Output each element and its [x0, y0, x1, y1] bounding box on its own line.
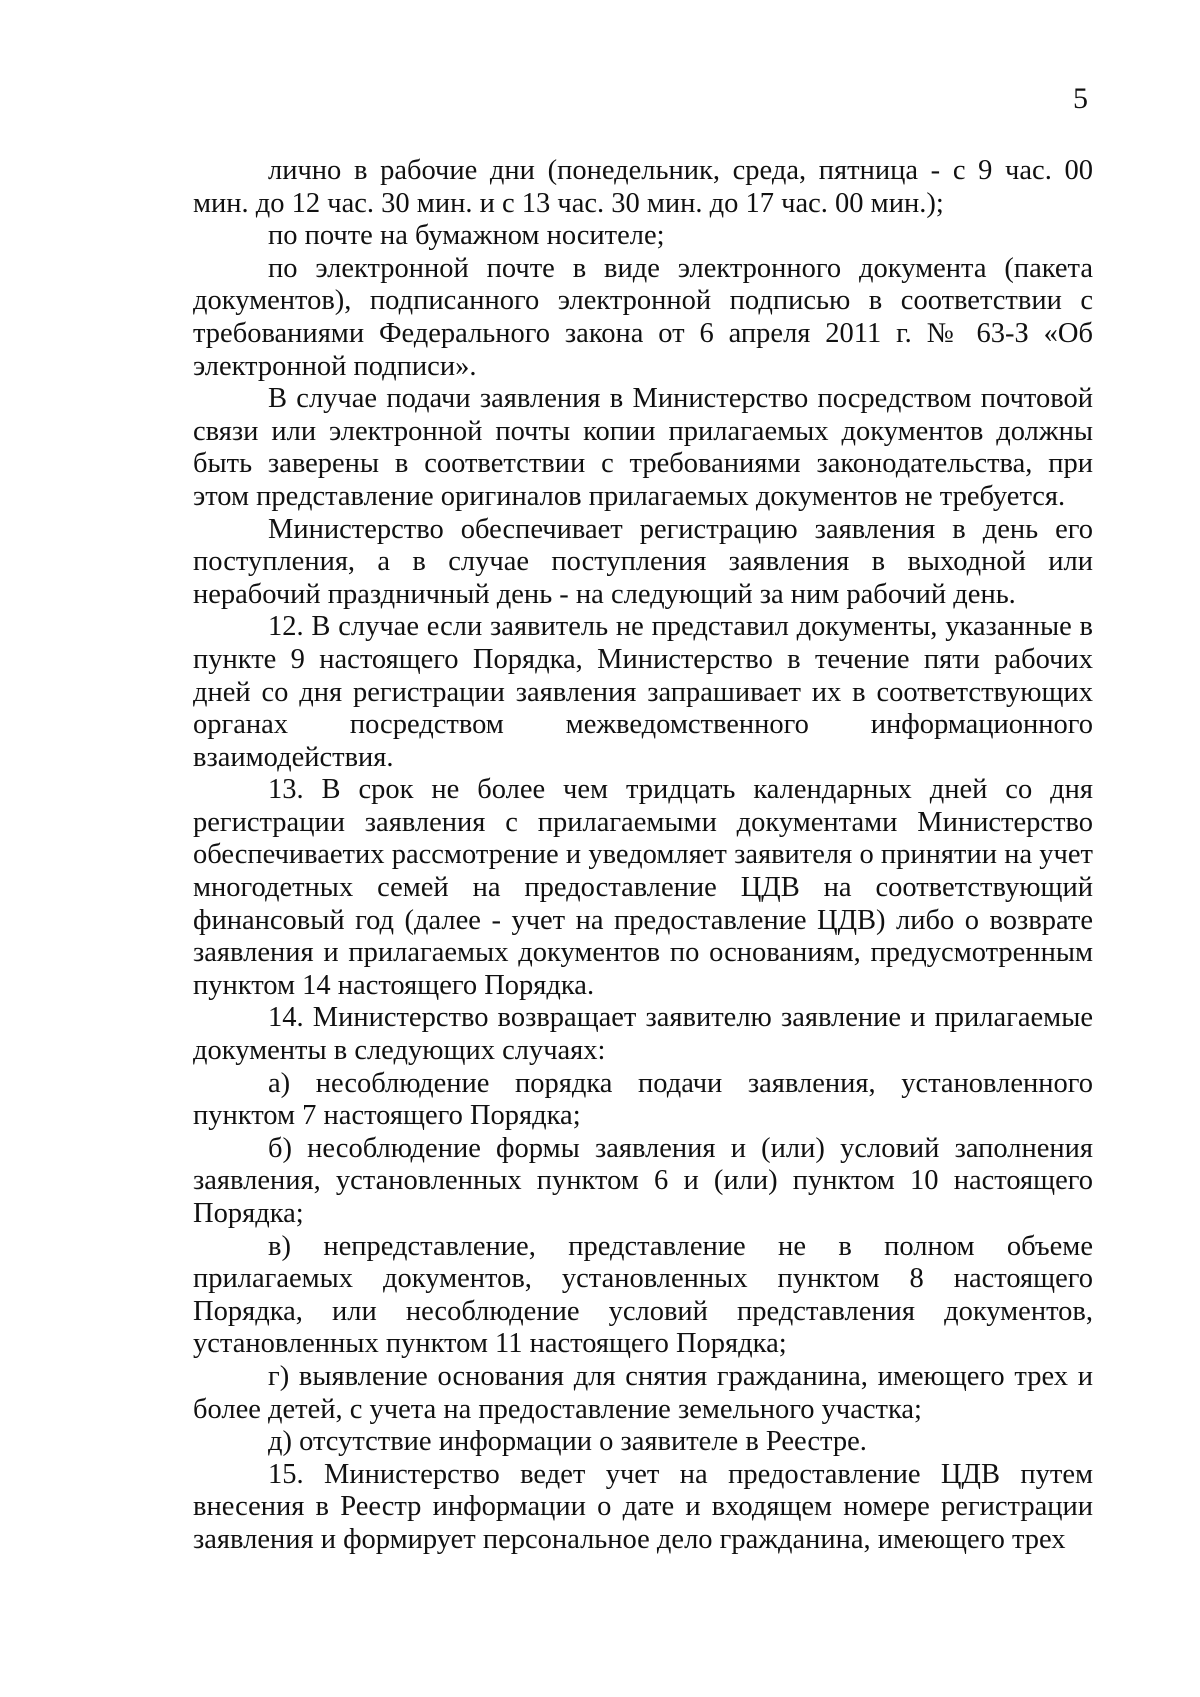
paragraph-submission-in-person: лично в рабочие дни (понедельник, среда, пятница - с 9 час. 00 мин. до 12 час. 30 мин. и с 13 час. 30 мин. до 17 час. 00 мин.); — [193, 155, 1093, 219]
paragraph-item-14: 14. Министерство возвращает заявителю заявление и прилагаемые документы в следующих случаях: — [193, 1002, 1093, 1067]
paragraph-item-14-g: г) выявление основания для снятия гражданина, имеющего трех и более детей, с учета на предоставление земельного участка; — [193, 1360, 1093, 1425]
paragraph-submission-by-mail: по почте на бумажном носителе; — [268, 220, 665, 252]
paragraph-item-14-v: в) непредставление, представление не в полном объеме прилагаемых документов, установленных пунктом 8 настоящего Порядка, или несоблюдение условий представления документов, установленных пунктом 11 настоящего Порядка; — [193, 1230, 1093, 1360]
paragraph-item-14-a: а) несоблюдение порядка подачи заявления, установленного пунктом 7 настоящего Порядка; — [193, 1067, 1093, 1132]
paragraph-item-14-d: д) отсутствие информации о заявителе в Реестре. — [268, 1426, 867, 1458]
paragraph-item-15: 15. Министерство ведет учет на предоставление ЦДВ путем внесения в Реестр информации о дате и входящем номере регистрации заявления и формирует персональное дело гражданина, имеющего трех — [193, 1458, 1093, 1555]
paragraph-registration: Министерство обеспечивает регистрацию заявления в день его поступления, а в случае поступления заявления в выходной или нерабочий праздничный день - на следующий за ним рабочий день. — [193, 513, 1093, 610]
paragraph-submission-by-email: по электронной почте в виде электронного документа (пакета документов), подписанного электронной подписью в соответствии с требованиями Федерального закона от 6 апреля 2011 г. № 63-З «Об электронной подписи». — [193, 252, 1093, 382]
paragraph-copies-certification: В случае подачи заявления в Министерство посредством почтовой связи или электронной почты копии прилагаемых документов должны быть заверены в соответствии с требованиями законодательства, при этом представление оригиналов прилагаемых документов не требуется. — [193, 383, 1093, 512]
paragraph-item-12: 12. В случае если заявитель не представил документы, указанные в пункте 9 настоящего Порядка, Министерство в течение пяти рабочих дней со дня регистрации заявления запрашивает их в соответствующих органах посредством межведомственного информационного взаимодействия. — [193, 611, 1093, 773]
paragraph-item-14-b: б) несоблюдение формы заявления и (или) условий заполнения заявления, установленных пунктом 6 и (или) пунктом 10 настоящего Порядка; — [193, 1132, 1093, 1229]
page-number: 5 — [1073, 82, 1088, 115]
paragraph-item-13: 13. В срок не более чем тридцать календарных дней со дня регистрации заявления с прилагаемыми документами Министерство обеспечиваетих рассмотрение и уведомляет заявителя о принятии на учет многодетных семей на предоставление ЦДВ на соответствующий финансовый год (далее - учет на предоставление ЦДВ) либо о возврате заявления и прилагаемых документов по основаниям, предусмотренным пунктом 14 настоящего Порядка. — [193, 774, 1093, 1001]
document-body — [193, 155, 1093, 1557]
